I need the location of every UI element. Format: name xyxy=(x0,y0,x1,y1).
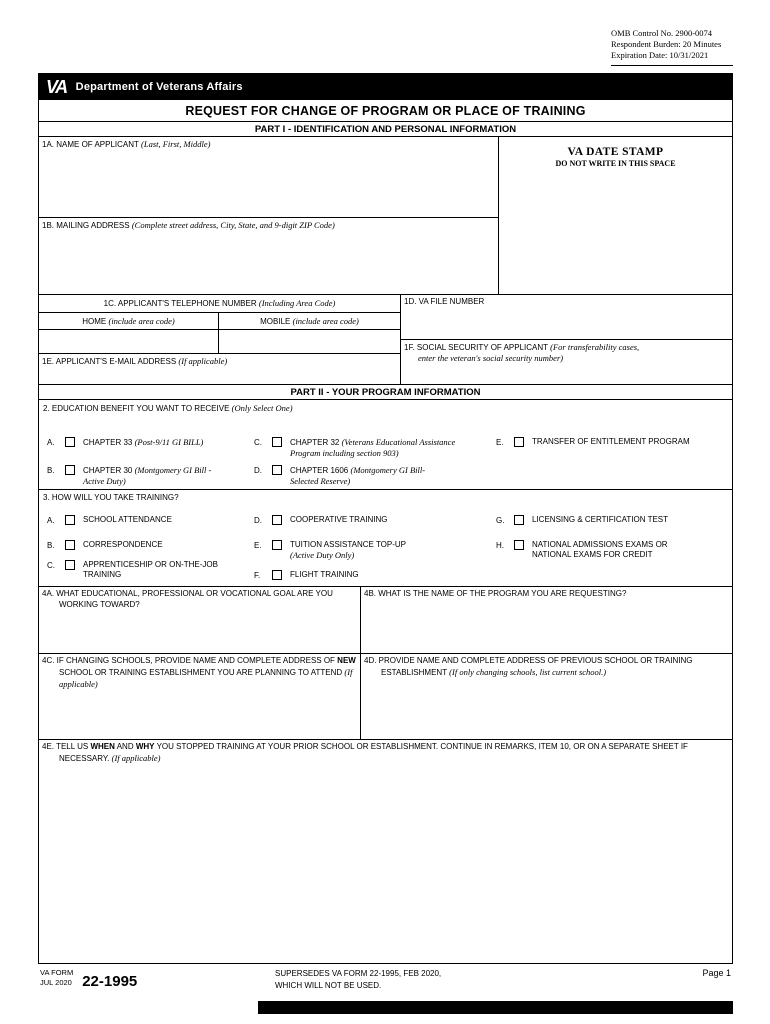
q3-option-f-text: FLIGHT TRAINING xyxy=(290,570,359,579)
contact-block xyxy=(39,295,732,385)
agency-name: Department of Veterans Affairs xyxy=(75,80,243,93)
home-phone-input[interactable] xyxy=(39,330,219,353)
question-4c-label xyxy=(42,656,357,690)
home-label: HOME xyxy=(82,317,107,326)
q3-option-g-checkbox[interactable] xyxy=(514,515,524,525)
q2-option-d-hint: (Montgomery GI Bill- xyxy=(350,465,426,475)
question-4c-bold-new: NEW xyxy=(337,656,356,665)
q3-option-flight-training[interactable] xyxy=(254,570,454,581)
q3-option-b-checkbox[interactable] xyxy=(65,540,75,550)
omb-control-number: OMB Control No. 2900-0074 xyxy=(611,28,713,38)
field-4c-input[interactable] xyxy=(42,690,357,737)
q3-option-c-label xyxy=(83,560,219,581)
footer-form-id xyxy=(40,968,137,988)
field-1e-label-text: 1E. APPLICANT'S E-MAIL ADDRESS xyxy=(42,357,177,366)
q3-option-e-hint2: (Active Duty Only) xyxy=(290,550,355,561)
field-4a-input[interactable] xyxy=(42,611,357,651)
field-1e-hint: (If applicable) xyxy=(178,356,228,366)
q3-option-b-label xyxy=(83,540,232,550)
question-4c-hint: (If applicable) xyxy=(59,666,353,689)
q3-option-h-checkbox[interactable] xyxy=(514,540,524,550)
question-4e-part1: 4E. TELL US xyxy=(42,742,91,751)
q2-option-c-hint2: Program including section 903) xyxy=(290,448,399,459)
q2-option-d-letter: D. xyxy=(254,466,262,475)
q2-option-a-text: CHAPTER 33 xyxy=(83,438,133,447)
q2-option-b-hint: (Montgomery GI Bill - xyxy=(134,465,212,475)
field-1d-va-file-number xyxy=(401,295,732,340)
field-4e-input[interactable] xyxy=(42,765,729,961)
question-2-hint: (Only Select One) xyxy=(231,403,293,413)
field-1f-label xyxy=(404,342,729,364)
telephone-column xyxy=(39,295,401,384)
q2-option-c-hint: (Veterans Educational Assistance xyxy=(341,437,456,447)
q3-option-a-checkbox[interactable] xyxy=(65,515,75,525)
field-1d-input[interactable] xyxy=(404,307,729,337)
field-1b-input[interactable] xyxy=(42,231,495,292)
field-1e-email xyxy=(39,353,400,384)
question-4d-text: 4D. PROVIDE NAME AND COMPLETE ADDRESS OF PREVIOUS SCHOOL OR TRAINING ESTABLISHMENT xyxy=(364,656,693,677)
field-1d-label: 1D. VA FILE NUMBER xyxy=(404,297,485,306)
field-1a-name-of-applicant xyxy=(39,137,498,218)
q2-option-a-letter: A. xyxy=(47,438,55,447)
question-3-label: 3. HOW WILL YOU TAKE TRAINING? xyxy=(43,493,179,502)
footer-form-label-stack xyxy=(40,968,73,988)
file-ssn-column xyxy=(401,295,732,384)
q2-option-c-letter: C. xyxy=(254,438,262,447)
q2-option-b-label xyxy=(83,465,238,487)
form-title: REQUEST FOR CHANGE OF PROGRAM OR PLACE OF TRAINING xyxy=(39,100,732,122)
page-number: Page 1 xyxy=(702,968,731,978)
field-1c-label xyxy=(39,295,400,313)
q2-option-c-label xyxy=(290,437,484,459)
q3-option-school-attendance[interactable] xyxy=(47,515,232,526)
part1-header: PART I - IDENTIFICATION AND PERSONAL INFORMATION xyxy=(39,122,732,137)
question-4e-bold-when: WHEN xyxy=(90,742,115,751)
question-4b-label: 4B. WHAT IS THE NAME OF THE PROGRAM YOU ARE REQUESTING? xyxy=(364,589,627,598)
q2-option-e-label xyxy=(532,437,721,447)
q3-option-g-letter: G. xyxy=(496,516,505,525)
field-1b-hint: (Complete street address, City, State, and 9-digit ZIP Code) xyxy=(131,220,335,230)
question-2-label xyxy=(39,400,732,413)
form-body xyxy=(38,100,733,964)
respondent-burden: Respondent Burden: 20 Minutes xyxy=(611,39,722,50)
q2-option-b-letter: B. xyxy=(47,466,55,475)
q3-option-e-letter: E. xyxy=(254,541,262,550)
q3-option-h-letter: H. xyxy=(496,541,504,550)
q2-option-chapter-1606[interactable] xyxy=(254,465,484,487)
q2-option-a-label xyxy=(83,437,238,448)
footer-va-form-label: VA FORM xyxy=(40,968,74,977)
omb-block xyxy=(611,28,733,66)
q3-option-correspondence[interactable] xyxy=(47,540,232,551)
field-4a-goal xyxy=(39,587,361,653)
q3-option-b-letter: B. xyxy=(47,541,55,550)
footer-form-number: 22-1995 xyxy=(82,972,138,990)
q2-option-d-hint2: Selected Reserve) xyxy=(290,476,351,487)
field-1f-hint-line2: enter the veteran's social security number) xyxy=(418,353,564,364)
footer-supersedes-note xyxy=(275,968,441,991)
field-1b-label-text: 1B. MAILING ADDRESS xyxy=(42,221,130,230)
field-1f-hint-line1: (For transferability cases, xyxy=(550,342,640,352)
home-phone-header xyxy=(39,313,219,329)
q2-option-transfer-of-entitlement[interactable] xyxy=(496,437,721,448)
q3-option-a-text: SCHOOL ATTENDANCE xyxy=(83,515,172,524)
q3-option-e-label xyxy=(290,540,454,561)
question-4cd-row xyxy=(39,654,732,740)
home-hint: (include area code) xyxy=(108,316,175,326)
field-1e-input[interactable] xyxy=(42,367,397,382)
field-1f-ssn xyxy=(401,340,732,384)
field-1f-label-text: 1F. SOCIAL SECURITY OF APPLICANT xyxy=(404,343,548,352)
q2-option-e-letter: E. xyxy=(496,438,504,447)
question-4d-hint: (If only changing schools, list current school.) xyxy=(449,666,607,677)
q2-option-b-hint2: Active Duty) xyxy=(83,476,126,487)
field-4d-input[interactable] xyxy=(364,679,729,737)
va-logo-icon: VA xyxy=(46,76,67,97)
question-4e-part2: AND xyxy=(114,742,136,751)
supersedes-line1: SUPERSEDES VA FORM 22-1995, FEB 2020, xyxy=(275,969,442,978)
field-4d-previous-school xyxy=(361,654,732,739)
part2-header: PART II - YOUR PROGRAM INFORMATION xyxy=(39,385,732,400)
field-1e-label xyxy=(42,356,397,367)
q3-option-d-letter: D. xyxy=(254,516,262,525)
q3-option-h-label xyxy=(532,540,676,561)
q2-option-chapter-30[interactable] xyxy=(47,465,238,487)
field-1a-label-text: 1A. NAME OF APPLICANT xyxy=(42,140,139,149)
question-4ab-row xyxy=(39,587,732,654)
identification-left-column xyxy=(39,137,499,294)
q3-option-b-text: CORRESPONDENCE xyxy=(83,540,163,549)
supersedes-line2: WHICH WILL NOT BE USED. xyxy=(275,980,382,990)
q3-option-f-label xyxy=(290,570,454,580)
phone-type-headers xyxy=(39,313,400,330)
q3-option-d-text: COOPERATIVE TRAINING xyxy=(290,515,388,524)
identification-block xyxy=(39,137,732,295)
question-4c-part2: SCHOOL OR TRAINING ESTABLISHMENT YOU ARE PLANNING TO ATTEND xyxy=(59,667,345,677)
section-3-how-take-training xyxy=(39,490,732,587)
date-stamp-title: VA DATE STAMP xyxy=(567,146,664,158)
mobile-phone-input[interactable] xyxy=(219,330,400,353)
q2-option-d-text: CHAPTER 1606 xyxy=(290,466,349,475)
question-4a-label: 4A. WHAT EDUCATIONAL, PROFESSIONAL OR VOCATIONAL GOAL ARE YOU WORKING TOWARD? xyxy=(42,589,333,609)
q2-option-c-checkbox[interactable] xyxy=(272,437,282,447)
field-1c-label-text: 1C. APPLICANT'S TELEPHONE NUMBER xyxy=(103,299,257,308)
mobile-hint: (include area code) xyxy=(292,316,359,326)
q3-option-d-checkbox[interactable] xyxy=(272,515,282,525)
q3-option-g-label xyxy=(532,515,711,525)
q3-option-e-text: TUITION ASSISTANCE TOP-UP xyxy=(290,540,407,549)
q2-option-d-checkbox[interactable] xyxy=(272,465,282,475)
question-4e-hint: (If applicable) xyxy=(111,752,161,763)
q3-option-cooperative-training[interactable] xyxy=(254,515,454,526)
field-1f-input[interactable] xyxy=(404,364,729,382)
q3-option-tuition-assistance-top-up[interactable] xyxy=(254,540,454,561)
date-stamp-note: DO NOT WRITE IN THIS SPACE xyxy=(555,159,676,168)
form-footer xyxy=(38,967,733,999)
q3-option-c-checkbox[interactable] xyxy=(65,560,75,570)
q2-option-d-label xyxy=(290,465,484,487)
q3-option-apprenticeship[interactable] xyxy=(47,560,219,581)
field-4b-input[interactable] xyxy=(364,600,729,651)
expiration-date: Expiration Date: 10/31/2021 xyxy=(611,50,709,61)
q3-option-e-checkbox[interactable] xyxy=(272,540,282,550)
q3-option-a-letter: A. xyxy=(47,516,55,525)
field-4e-why-stopped xyxy=(39,740,732,963)
mobile-phone-header xyxy=(219,313,400,329)
question-2-text: 2. EDUCATION BENEFIT YOU WANT TO RECEIVE xyxy=(43,404,230,413)
field-1a-label xyxy=(42,139,495,150)
q3-option-f-checkbox[interactable] xyxy=(272,570,282,580)
q3-option-national-admissions-exams[interactable] xyxy=(496,540,676,561)
q2-option-b-checkbox[interactable] xyxy=(65,465,75,475)
q3-option-c-letter: C. xyxy=(47,561,55,570)
section-2-education-benefit xyxy=(39,400,732,490)
q2-option-c-text: CHAPTER 32 xyxy=(290,438,340,447)
question-4d-label xyxy=(364,656,729,679)
q2-option-b-text: CHAPTER 30 xyxy=(83,466,133,475)
q2-option-a-hint: (Post-9/11 GI BILL) xyxy=(134,437,204,447)
q3-option-g-text: LICENSING & CERTIFICATION TEST xyxy=(532,515,669,524)
field-1c-hint: (Including Area Code) xyxy=(258,298,336,308)
question-4e-bold-why: WHY xyxy=(135,742,155,751)
va-header-bar xyxy=(38,73,733,100)
phone-value-row xyxy=(39,330,400,353)
q3-option-licensing-certification-test[interactable] xyxy=(496,515,711,526)
q2-option-e-text: TRANSFER OF ENTITLEMENT PROGRAM xyxy=(532,437,690,446)
field-1a-input[interactable] xyxy=(42,150,495,215)
question-4c-part1: 4C. IF CHANGING SCHOOLS, PROVIDE NAME AND COMPLETE ADDRESS OF xyxy=(42,656,338,665)
question-4e-part3: YOU STOPPED TRAINING AT YOUR PRIOR SCHOOL OR ESTABLISHMENT. CONTINUE IN REMARKS, ITEM 10, OR ON A SEPARATE SHEET IF NECESSARY. xyxy=(59,742,688,763)
q2-option-e-checkbox[interactable] xyxy=(514,437,524,447)
q2-option-a-checkbox[interactable] xyxy=(65,437,75,447)
field-1b-label xyxy=(42,220,495,231)
field-4c-new-school xyxy=(39,654,361,739)
bottom-page-bar xyxy=(258,1001,733,1014)
q2-option-chapter-32[interactable] xyxy=(254,437,484,459)
q3-option-c-text: APPRENTICESHIP OR ON-THE-JOB TRAINING xyxy=(83,560,218,580)
q3-option-a-label xyxy=(83,515,232,525)
mobile-label: MOBILE xyxy=(260,317,291,326)
footer-form-date: JUL 2020 xyxy=(40,978,72,988)
field-1b-mailing-address xyxy=(39,218,498,294)
va-date-stamp-box xyxy=(499,137,732,294)
field-1a-hint: (Last, First, Middle) xyxy=(141,139,211,149)
q3-option-f-letter: F. xyxy=(254,571,261,580)
q2-option-chapter-33[interactable] xyxy=(47,437,238,448)
question-4e-label xyxy=(42,742,729,765)
field-4b-program-name xyxy=(361,587,732,653)
q3-option-h-text: NATIONAL ADMISSIONS EXAMS OR NATIONAL EXAMS FOR CREDIT xyxy=(532,540,668,560)
q3-option-d-label xyxy=(290,515,454,525)
